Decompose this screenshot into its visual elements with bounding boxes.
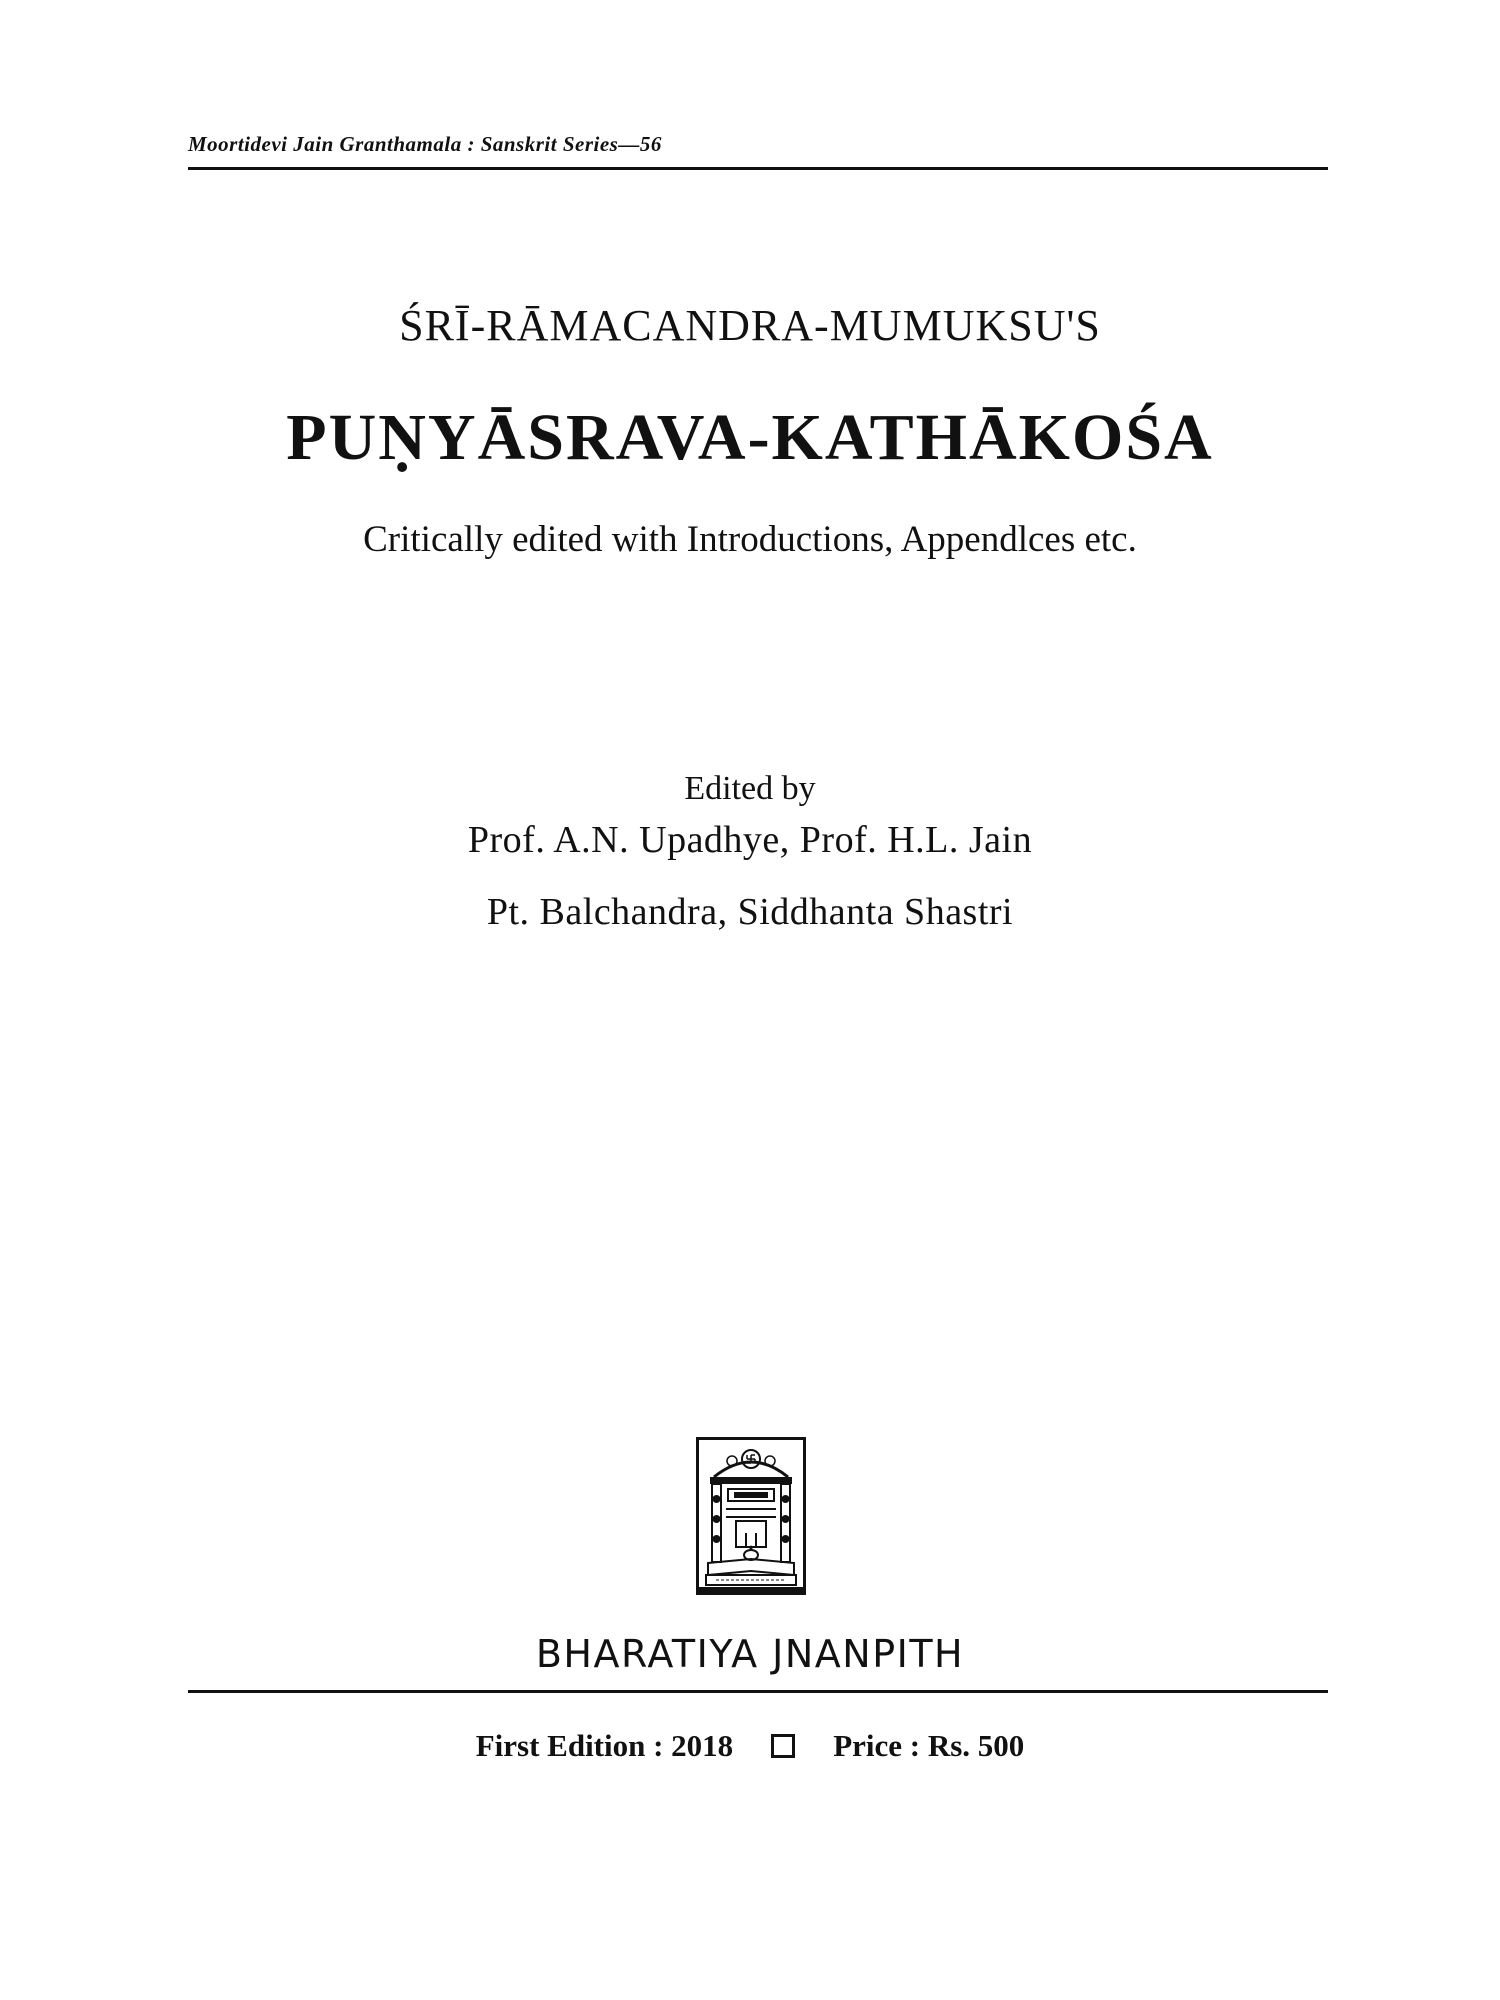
editors-line-1: Prof. A.N. Upadhye, Prof. H.L. Jain	[467, 819, 1033, 861]
book-title: PUṆYĀSRAVA-KATHĀKOŚA	[286, 401, 1214, 474]
edition-price-line	[0, 1725, 1500, 1764]
publisher-logo-icon	[696, 1437, 806, 1595]
edited-by-label: Edited by	[684, 770, 816, 807]
editors-line-2: Pt. Balchandra, Siddhanta Shastri	[486, 891, 1014, 933]
square-icon	[771, 1734, 795, 1758]
edition-text: First Edition : 2018	[475, 1727, 734, 1763]
top-rule	[188, 167, 1328, 170]
price-text: Price : Rs. 500	[833, 1727, 1025, 1763]
series-heading: Moortidevi Jain Granthamala : Sanskrit Series—56	[188, 132, 662, 156]
subtitle: Critically edited with Introductions, Appendlces etc.	[363, 519, 1137, 560]
author-title: ŚRĪ-RĀMACANDRA-MUMUKSU'S	[399, 301, 1101, 350]
publisher-name: BHARATIYA JNANPITH	[535, 1632, 965, 1676]
bottom-rule	[188, 1690, 1328, 1693]
